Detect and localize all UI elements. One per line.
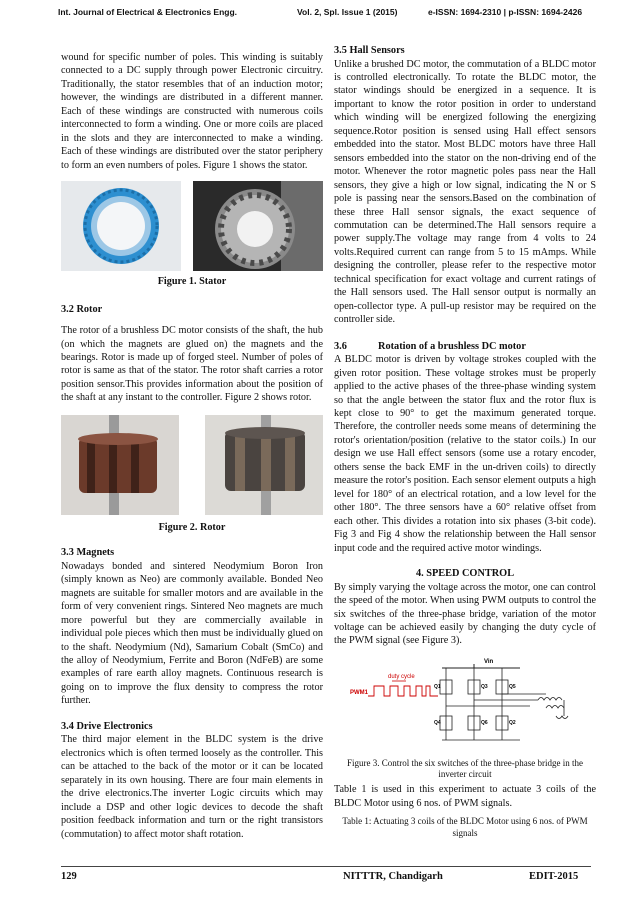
stator-photo-wound [193, 181, 323, 271]
rotation-heading [334, 340, 596, 354]
running-header [58, 7, 588, 21]
hall-sensors-heading: 3.5 Hall Sensors [334, 45, 405, 56]
speed-control-paragraph: By simply varying the voltage across the motor, one can control the speed of the motor. When using PWM outputs to control the six switches of the three-phase bridge, variation of the motor voltage can be achieved easily by changing the duty cycle of the PWM signal (see Figure 3). [334, 581, 596, 647]
switch-label: Q6 [481, 719, 488, 726]
figure-1-caption: Figure 1. Stator [157, 276, 227, 288]
stator-paragraph: wound for specific number of poles. This winding is suitably connected to a DC supply through power Electronic circuitry. Traditionally, the stator resembles that of an induction motor; however, the windings are distributed in a different manner. Each of these windings are constructed with numerous coils interconnected to form a winding. One or more coils are placed in the slots and they are interconnected to make a winding. Each of these windings are distributed over the stator periphery to form an even numbers of poles. Figure 1 shows the stator. [61, 52, 323, 171]
drive-electronics-heading: 3.4 Drive Electronics [61, 720, 153, 732]
rotation-paragraph: A BLDC motor is driven by voltage strokes coupled with the given rotor position. These voltage strokes must be properly applied to the active phases of the three-phase winding system so that the angle between the stator flux and the rotor flux is kept close to 90° to get the maximum generated torque. Therefore, the controller needs some means of determining the rotor's orientation/position (relative to the stator coils.) In our design we use Hall effect sensors (some use a rotary encoder, others sense the back EMF in the un-driven coils) to directly measure the rotor's position. Each sensor element outputs a high level for 180° of an electrical rotation, and a low level for the other 180°. The three sensors have a 60° relative offset from each other. This divides a rotation into six phases (3-bit code). Fig 3 and Fig 4 show the relationship between the Hall sensor input code and the required active motor windings. [334, 354, 596, 554]
vin-label: Vin [484, 658, 494, 665]
rotor-photo-right [205, 415, 323, 515]
switch-label: Q1 [434, 683, 441, 690]
table-intro-paragraph: Table 1 is used in this experiment to actuate 3 coils of the BLDC Motor using 6 nos. of PWM signals. [334, 784, 596, 809]
right-column [334, 44, 596, 842]
volume-info: Vol. 2, Spl. Issue 1 (2015) [297, 7, 398, 17]
footer-edition: EDIT-2015 [529, 871, 579, 882]
figure-1-images [61, 181, 323, 271]
page-number: 129 [61, 871, 77, 882]
stator-photo-ring [61, 181, 181, 271]
pwm1-label: PWM1 [350, 689, 368, 696]
table-1-caption: Table 1: Actuating 3 coils of the BLDC Motor using 6 nos. of PWM signals [342, 816, 588, 838]
footer-institute: NITTTR, Chandigarh [343, 871, 443, 882]
speed-control-heading: 4. SPEED CONTROL [415, 568, 515, 580]
issn-info: e-ISSN: 1694-2310 | p-ISSN: 1694-2426 [428, 7, 583, 17]
inverter-circuit-figure [334, 654, 596, 754]
switch-label: Q3 [481, 683, 488, 690]
switch-label: Q2 [509, 719, 516, 726]
duty-cycle-label: duty cycle [388, 673, 415, 680]
rotor-heading: 3.2 Rotor [61, 303, 103, 315]
switch-label: Q4 [434, 719, 441, 726]
figure-2-caption: Figure 2. Rotor [158, 521, 226, 533]
hall-sensors-paragraph: Unlike a brushed DC motor, the commutation of a BLDC motor is controlled electronically. To rotate the BLDC motor, the stator windings should be energized in a sequence. It is important to know the rotor position in order to understand which winding will be energized following the energizing sequence.Rotor position is sensed using Hall effect sensors embedded into the stator. Most BLDC motors have three Hall sensors embedded into the stator on the non-driving end of the motor. Whenever the rotor magnetic poles pass near the Hall sensors, they give a high or low signal, indicating the N or S pole is passing near the sensors.Based on the combination of these three Hall sensor signals, the exact sequence of commutation can be determined.The Hall sensors require a power supply.The voltage may range from 4 volts to 24 volts.Required current can range from 5 to 15 mAmps. While designing the controller, please refer to the respective motor technical specification for exact voltage and current ratings of the Hall sensors used. The Hall sensor output is normally an open-collector type. A pull-up resistor may be required on the controller side. [334, 58, 596, 326]
switch-label: Q5 [509, 683, 516, 690]
magnets-paragraph: Nowadays bonded and sintered Neodymium Boron Iron (simply known as Neo) are commonly available. Bonded Neo magnets are suitable for smaller motors and are available in the form of very convenient rings. Sintered Neo magnets are much more powerful but they are commercially available in individual pole pieces which then must be individually glued on to the shaft. Neodymium (Nd), Samarium Cobalt (SmCo) and the alloy of Neodymium, Ferrite and Boron (NdFeB) are some examples of rare earth alloy magnets. Continuous research is going on to improve the flux density to compress the rotor further. [61, 560, 323, 707]
magnets-heading: 3.3 Magnets [61, 547, 115, 559]
left-column [61, 51, 323, 850]
footer-rule [61, 866, 591, 867]
rotation-heading-number: 3.6 [334, 340, 347, 352]
rotor-paragraph: The rotor of a brushless DC motor consists of the shaft, the hub (on which the magnets are glued on) the magnets and the bearings. Rotor is made up of forged steel. Number of poles of rotor is same as that of the stator. The rotor shaft carries a rotor position sensor.This provides information about the position of the shaft at any instant to the controller. Figure 2 shows rotor. [61, 325, 323, 404]
rotation-heading-text: Rotation of a brushless DC motor [378, 340, 526, 352]
drive-electronics-paragraph: The third major element in the BLDC system is the drive electronics which is often termed loosely as the controller. This can be attached to the back of the motor or it can be located separately in its own housing. There are four main elements in the drive electronics.The inverter Logic circuits which may include a DSP and other logic devices to decode the shaft position feedback information and turn or the right transistors (commutation) to affect motor shaft rotation. [61, 734, 323, 840]
rotor-photo-left [61, 415, 179, 515]
journal-name: Int. Journal of Electrical & Electronics Engg. [58, 7, 238, 17]
page-footer [61, 871, 591, 885]
figure-2-images [61, 415, 323, 515]
figure-3-caption: Figure 3. Control the six switches of the three-phase bridge in the inverter circuit [347, 757, 583, 780]
